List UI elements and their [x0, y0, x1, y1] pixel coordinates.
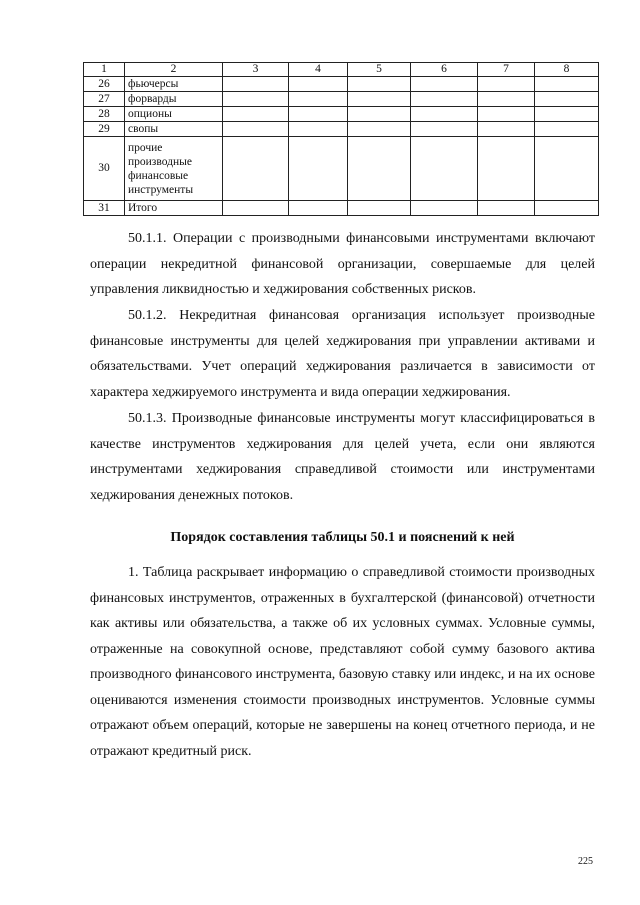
row-label: свопы [125, 122, 223, 137]
row-label: форварды [125, 92, 223, 107]
empty-cell [411, 201, 478, 216]
row-label: прочие производные финансовые инструменты [125, 137, 223, 201]
empty-cell [289, 201, 348, 216]
table-row [84, 77, 599, 92]
row-number: 31 [84, 201, 125, 216]
empty-cell [411, 77, 478, 92]
empty-cell [289, 137, 348, 201]
empty-cell [535, 77, 599, 92]
table-row [84, 92, 599, 107]
empty-cell [289, 92, 348, 107]
empty-cell [223, 122, 289, 137]
empty-cell [478, 122, 535, 137]
empty-cell [535, 201, 599, 216]
empty-cell [411, 122, 478, 137]
page-number: 225 [578, 856, 593, 867]
row-label: фьючерсы [125, 77, 223, 92]
empty-cell [289, 107, 348, 122]
empty-cell [348, 201, 411, 216]
empty-cell [289, 77, 348, 92]
empty-cell [223, 201, 289, 216]
row-number: 30 [84, 137, 125, 201]
empty-cell [535, 137, 599, 201]
empty-cell [348, 77, 411, 92]
table-row [84, 122, 599, 137]
row-number: 27 [84, 92, 125, 107]
table-row [84, 107, 599, 122]
empty-cell [535, 107, 599, 122]
empty-cell [478, 107, 535, 122]
row-number: 28 [84, 107, 125, 122]
empty-cell [535, 122, 599, 137]
empty-cell [478, 201, 535, 216]
empty-cell [223, 137, 289, 201]
empty-cell [223, 92, 289, 107]
paragraph-50-1-2: 50.1.2. Некредитная финансовая организация использует производные финансовые инструменты для целей хеджирования при управлении активами и обязательствами. Учет операций хеджирования различается в зависимости от характера хеджируемого инструмента и вида операции хеджирования. [90, 308, 595, 400]
section-heading: Порядок составления таблицы 50.1 и пояснений к ней [170, 530, 515, 545]
empty-cell [478, 92, 535, 107]
empty-cell [289, 122, 348, 137]
table-row [84, 137, 599, 201]
empty-cell [348, 137, 411, 201]
table-header-cell: 6 [411, 63, 478, 77]
row-label: опционы [125, 107, 223, 122]
table-row [84, 201, 599, 216]
table-header-cell: 4 [289, 63, 348, 77]
empty-cell [535, 92, 599, 107]
empty-cell [348, 107, 411, 122]
paragraph-50-1-1: 50.1.1. Операции с производными финансовыми инструментами включают операции некредитной финансовой организации, совершаемые для целей управления ликвидностью и хеджирования собственных рисков. [90, 231, 595, 297]
row-label: Итого [125, 201, 223, 216]
table-header-cell: 8 [535, 63, 599, 77]
empty-cell [478, 137, 535, 201]
paragraph-50-1-1-container [90, 226, 595, 303]
table-header-cell: 3 [223, 63, 289, 77]
table-header-cell: 7 [478, 63, 535, 77]
paragraph-50-1-3-container [90, 406, 595, 508]
paragraph-50-1-3: 50.1.3. Производные финансовые инструменты могут классифицироваться в качестве инструментов хеджирования для целей учета, если они являются инструментами хеджирования справедливой стоимости или инструментами хеджирования денежных потоков. [90, 411, 595, 503]
empty-cell [411, 107, 478, 122]
derivatives-table [83, 62, 599, 216]
table-header-cell: 5 [348, 63, 411, 77]
empty-cell [478, 77, 535, 92]
empty-cell [348, 92, 411, 107]
paragraph-1-container [90, 560, 595, 764]
table-header-cell: 1 [84, 63, 125, 77]
empty-cell [348, 122, 411, 137]
table-header-row [84, 63, 599, 77]
empty-cell [411, 92, 478, 107]
paragraph-1: 1. Таблица раскрывает информацию о справедливой стоимости производных финансовых инструментов, отраженных в бухгалтерской (финансовой) отчетности как активы или обязательства, а также об их условных суммах. Условные суммы, отраженные на совокупной основе, представляют собой сумму базового актива производного финансового инструмента, базовую ставку или индекс, и на их основе оцениваются изменения стоимости производных инструментов. Условные суммы отражают объем операций, которые не завершены на конец отчетного периода, и не отражают кредитный риск. [90, 565, 595, 759]
row-number: 26 [84, 77, 125, 92]
empty-cell [223, 107, 289, 122]
empty-cell [223, 77, 289, 92]
table-header-cell: 2 [125, 63, 223, 77]
paragraph-50-1-2-container [90, 303, 595, 405]
empty-cell [411, 137, 478, 201]
row-number: 29 [84, 122, 125, 137]
